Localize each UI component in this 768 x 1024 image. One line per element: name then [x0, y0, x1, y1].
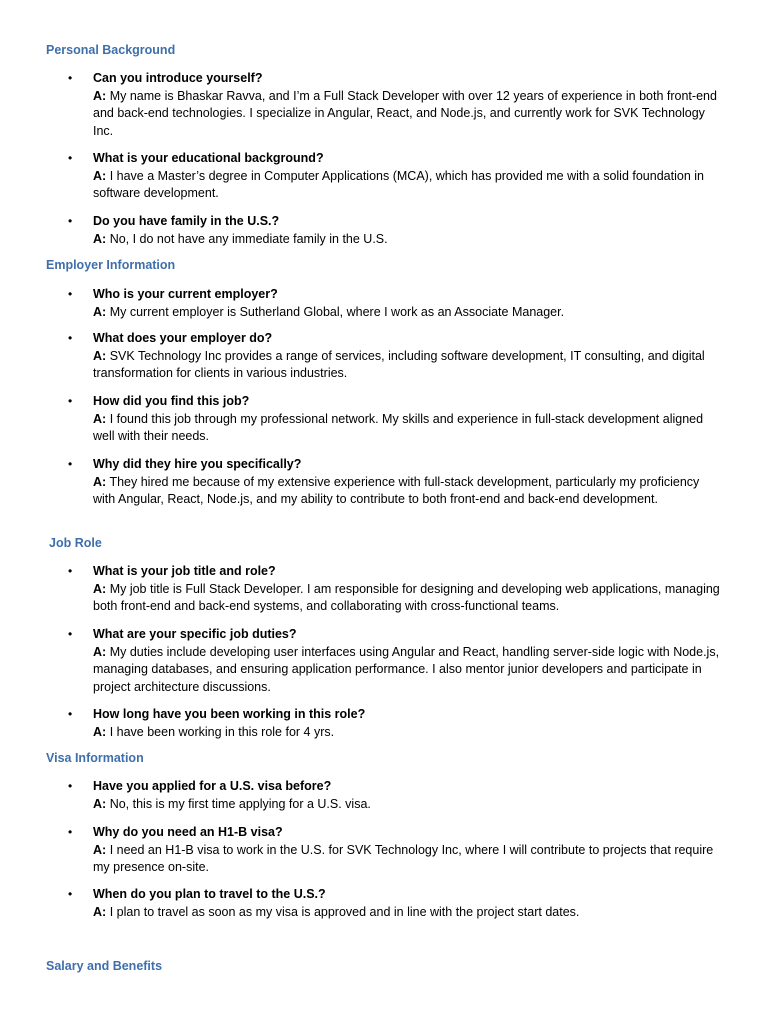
answer-body: I found this job through my professional network. My skills and experience in full-stack development aligned well with their needs.	[93, 411, 704, 444]
bullet-icon: •	[68, 71, 73, 85]
question-text: How did you find this job?	[93, 394, 250, 408]
qa-item	[68, 778, 723, 813]
answer-prefix: A:	[93, 724, 107, 739]
question-text: What is your job title and role?	[93, 564, 276, 578]
answer-body: My current employer is Sutherland Global, where I work as an Associate Manager.	[109, 304, 565, 319]
answer-prefix: A:	[93, 842, 107, 857]
answer-text	[93, 796, 723, 814]
section-heading-salary-and-benefits: Salary and Benefits	[46, 959, 163, 973]
answer-text	[93, 904, 723, 922]
answer-prefix: A:	[93, 231, 107, 246]
qa-item	[68, 824, 723, 877]
bullet-icon: •	[68, 564, 73, 578]
answer-text	[93, 842, 723, 877]
qa-item	[68, 706, 723, 741]
section-heading-employer-information: Employer Information	[46, 258, 176, 272]
answer-text	[93, 348, 723, 383]
answer-body: I plan to travel as soon as my visa is approved and in line with the project start dates.	[109, 904, 580, 919]
answer-text	[93, 724, 723, 742]
answer-body: My duties include developing user interfaces using Angular and React, handling server-side logic with Node.js, managing databases, and ensuring application performance. I also mentor junior developers and participate in project architecture discussions.	[93, 644, 720, 695]
answer-prefix: A:	[93, 644, 107, 659]
question-text: Can you introduce yourself?	[93, 71, 263, 85]
bullet-icon: •	[68, 151, 73, 165]
answer-prefix: A:	[93, 581, 107, 596]
qa-item	[68, 886, 723, 921]
bullet-icon: •	[68, 825, 73, 839]
qa-item	[68, 626, 723, 697]
answer-prefix: A:	[93, 88, 107, 103]
bullet-icon: •	[68, 287, 73, 301]
answer-text	[93, 231, 723, 249]
answer-prefix: A:	[93, 474, 107, 489]
question-text: Who is your current employer?	[93, 287, 278, 301]
answer-text	[93, 168, 723, 203]
qa-item	[68, 213, 723, 248]
question-text: Why did they hire you specifically?	[93, 457, 302, 471]
answer-body: My name is Bhaskar Ravva, and I’m a Full Stack Developer with over 12 years of experience in both front-end and back-end technologies. I specialize in Angular, React, and Node.js, and currently work for SVK Technology Inc.	[93, 88, 717, 139]
question-text: What are your specific job duties?	[93, 627, 297, 641]
qa-item	[68, 286, 723, 321]
question-text: What is your educational background?	[93, 151, 324, 165]
answer-prefix: A:	[93, 304, 107, 319]
question-text: Have you applied for a U.S. visa before?	[93, 779, 332, 793]
answer-body: I need an H1-B visa to work in the U.S. for SVK Technology Inc, where I will contribute to projects that require my presence on-site.	[93, 842, 714, 875]
question-text: How long have you been working in this role?	[93, 707, 366, 721]
answer-body: I have a Master’s degree in Computer Applications (MCA), which has provided me with a solid foundation in software development.	[93, 168, 704, 201]
qa-item	[68, 150, 723, 203]
bullet-icon: •	[68, 394, 73, 408]
bullet-icon: •	[68, 779, 73, 793]
question-text: When do you plan to travel to the U.S.?	[93, 887, 326, 901]
qa-item	[68, 563, 723, 616]
answer-text	[93, 304, 723, 322]
answer-prefix: A:	[93, 904, 107, 919]
qa-item	[68, 456, 723, 509]
answer-text	[93, 581, 723, 616]
answer-prefix: A:	[93, 796, 107, 811]
bullet-icon: •	[68, 707, 73, 721]
answer-text	[93, 411, 723, 446]
qa-item	[68, 70, 723, 141]
question-text: Why do you need an H1-B visa?	[93, 825, 283, 839]
answer-body: My job title is Full Stack Developer. I am responsible for designing and developing web applications, managing both front-end and back-end systems, and collaborating with cross-functional teams.	[93, 581, 720, 614]
bullet-icon: •	[68, 214, 73, 228]
bullet-icon: •	[68, 457, 73, 471]
answer-prefix: A:	[93, 168, 107, 183]
bullet-icon: •	[68, 887, 73, 901]
bullet-icon: •	[68, 627, 73, 641]
answer-prefix: A:	[93, 348, 107, 363]
answer-text	[93, 644, 723, 697]
answer-body: I have been working in this role for 4 yrs.	[109, 724, 335, 739]
qa-item	[68, 330, 723, 383]
answer-body: No, this is my first time applying for a U.S. visa.	[109, 796, 371, 811]
section-heading-personal-background: Personal Background	[46, 43, 176, 57]
answer-body: SVK Technology Inc provides a range of services, including software development, IT consulting, and digital transformation for clients in various industries.	[93, 348, 705, 381]
section-heading-visa-information: Visa Information	[46, 751, 144, 765]
answer-body: No, I do not have any immediate family in the U.S.	[109, 231, 388, 246]
answer-prefix: A:	[93, 411, 107, 426]
answer-text	[93, 474, 723, 509]
answer-body: They hired me because of my extensive experience with full-stack development, particularly my proficiency with Angular, React, Node.js, and my ability to contribute to both front-end and back-end development.	[93, 474, 700, 507]
answer-text	[93, 88, 723, 141]
question-text: Do you have family in the U.S.?	[93, 214, 280, 228]
section-heading-job-role: Job Role	[49, 536, 102, 550]
bullet-icon: •	[68, 331, 73, 345]
qa-item	[68, 393, 723, 446]
question-text: What does your employer do?	[93, 331, 273, 345]
